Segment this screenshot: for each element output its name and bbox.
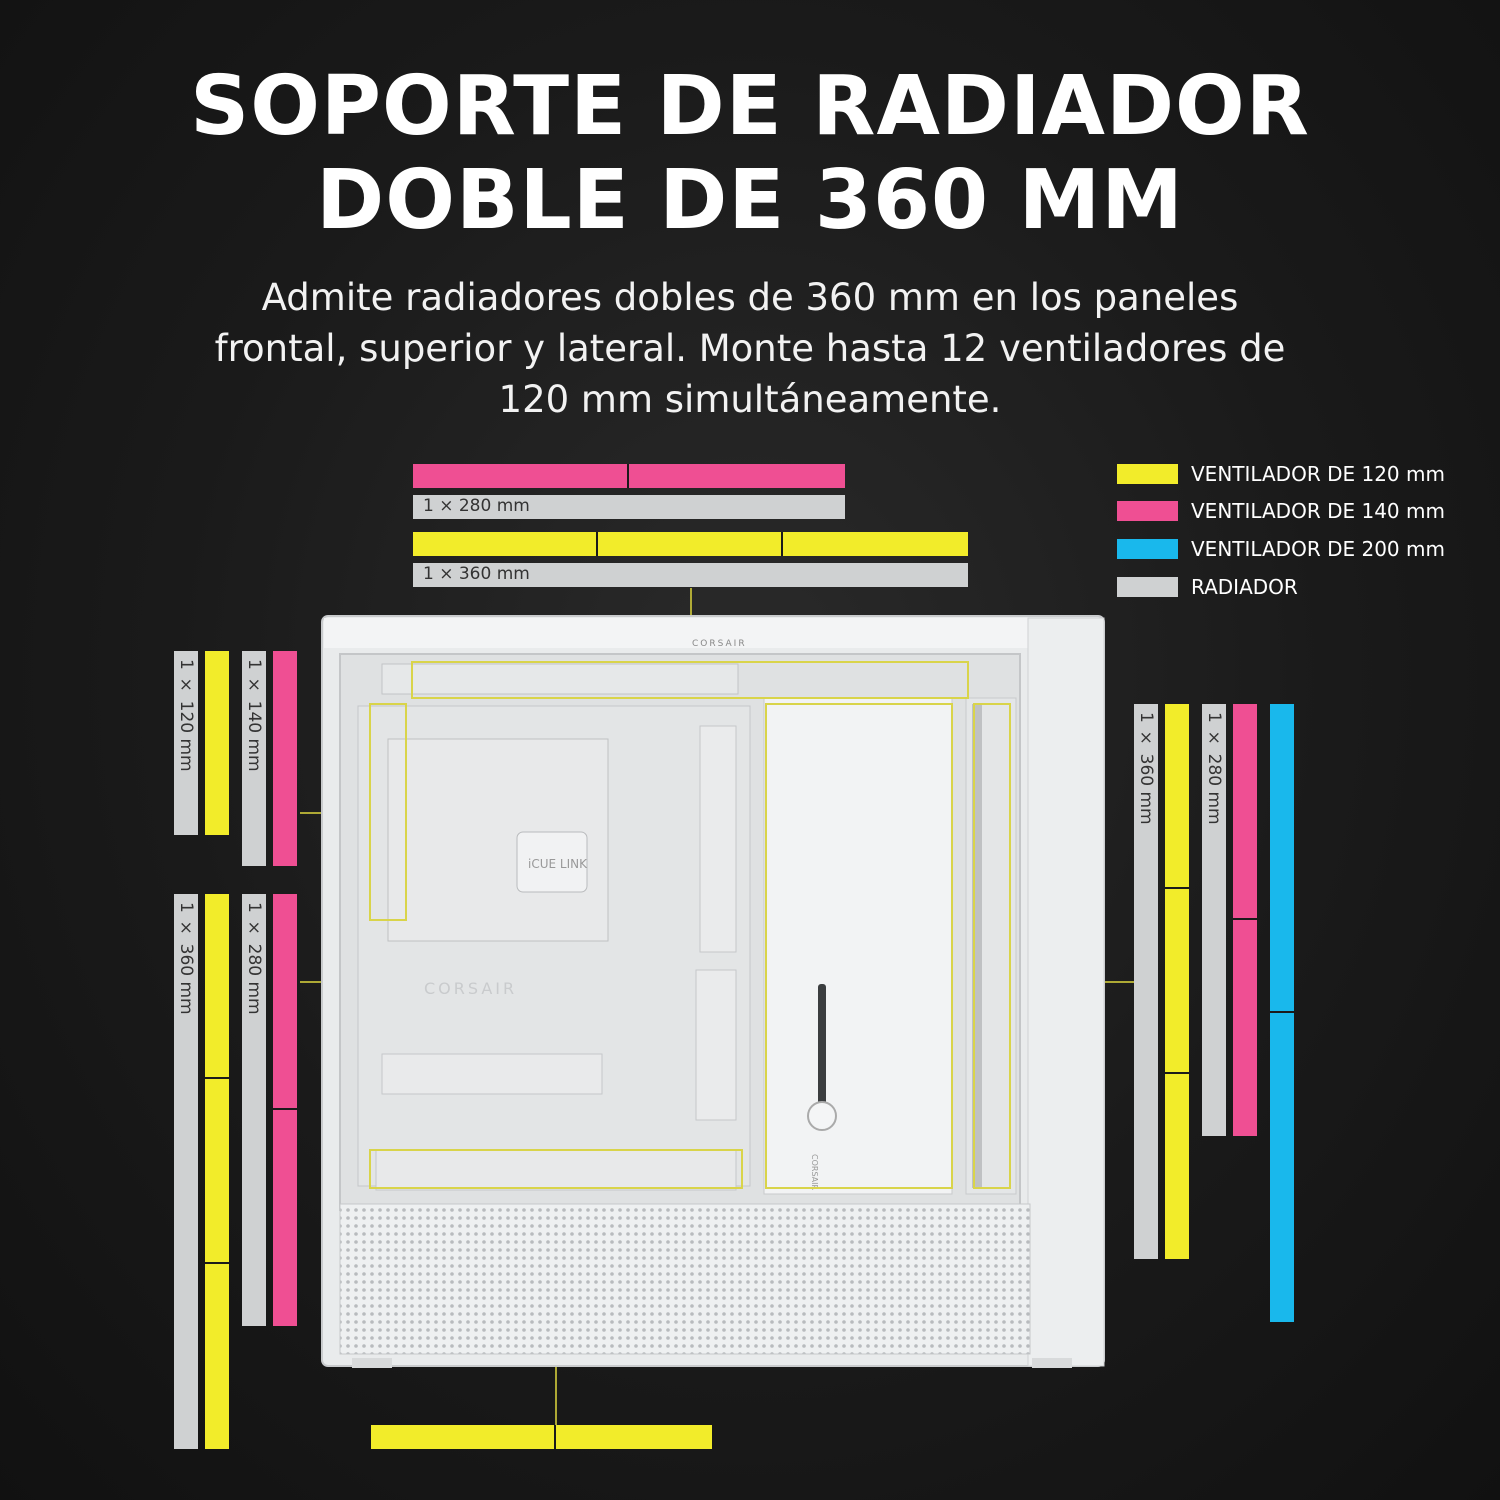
radiator-side-120 xyxy=(174,651,198,835)
pc-case-illustration xyxy=(312,614,1112,1374)
front-panel xyxy=(1028,618,1104,1366)
legend-swatch-fan-200 xyxy=(1117,539,1178,559)
radiator-front-360 xyxy=(1134,704,1158,1259)
legend-label-fan-140: VENTILADOR DE 140 mm xyxy=(1191,499,1445,523)
bottom-mount-tray xyxy=(376,1150,736,1190)
top-brand: CORSAIR xyxy=(692,639,747,649)
legend-label-radiator: RADIADOR xyxy=(1191,575,1298,599)
fan-200-segment xyxy=(1270,1013,1294,1322)
legend-label-fan-120: VENTILADOR DE 120 mm xyxy=(1191,462,1445,486)
tray-brand: CORSAIR xyxy=(424,979,518,998)
legend-label-fan-200: VENTILADOR DE 200 mm xyxy=(1191,537,1445,561)
subtitle-line-3: 120 mm simultáneamente. xyxy=(498,378,1002,421)
psu-shroud xyxy=(340,1204,1030,1354)
fan-140-segment xyxy=(273,1110,297,1326)
subtitle xyxy=(150,272,1350,425)
radiator-label: 1 × 280 mm xyxy=(244,902,264,1015)
radiator-label: 1 × 360 mm xyxy=(423,564,530,584)
radiator-label: 1 × 140 mm xyxy=(244,659,264,772)
drive-cage xyxy=(696,970,736,1120)
fan-140-segment xyxy=(629,464,845,488)
fan-120-segment xyxy=(783,532,968,556)
title-line-1: SOPORTE DE RADIADOR xyxy=(190,59,1310,154)
fan-140-segment xyxy=(273,894,297,1110)
cable-grommets xyxy=(700,726,736,952)
module-label: iCUE LINK xyxy=(528,857,587,871)
foot-left xyxy=(352,1358,392,1368)
radiator-label: 1 × 120 mm xyxy=(176,659,196,772)
radiator-side-140 xyxy=(242,651,266,866)
radiator-side-280 xyxy=(242,894,266,1326)
radiator-label: 1 × 360 mm xyxy=(176,902,196,1015)
radiator-label: 1 × 280 mm xyxy=(1204,712,1224,825)
fan-140-segment xyxy=(1233,704,1257,920)
screw-knob xyxy=(808,1102,836,1130)
fan-120-segment xyxy=(413,532,598,556)
fan-140-segment xyxy=(1233,920,1257,1136)
legend-swatch-radiator xyxy=(1117,577,1178,597)
page-title xyxy=(0,60,1500,248)
top-mount-rail xyxy=(382,664,738,694)
subtitle-line-2: frontal, superior y lateral. Monte hasta 12 ventiladores de xyxy=(214,327,1286,370)
fan-120-segment xyxy=(1165,704,1189,889)
radiator-top-360 xyxy=(413,563,968,587)
foot-right xyxy=(1032,1358,1072,1368)
fan-140-segment xyxy=(273,651,297,866)
vertical-slot xyxy=(818,984,826,1104)
fan-120-segment xyxy=(205,651,229,835)
fan-120-segment xyxy=(1165,889,1189,1074)
radiator-top-280 xyxy=(413,495,845,519)
fan-120-segment xyxy=(371,1425,556,1449)
subtitle-line-1: Admite radiadores dobles de 360 mm en los paneles xyxy=(261,276,1239,319)
fan-120-segment xyxy=(205,1264,229,1449)
expansion-area xyxy=(382,1054,602,1094)
fan-120-segment xyxy=(556,1425,712,1449)
legend-swatch-fan-140 xyxy=(1117,501,1178,521)
radiator-front-280 xyxy=(1202,704,1226,1136)
radiator-label: 1 × 280 mm xyxy=(423,496,530,516)
fan-200-segment xyxy=(1270,704,1294,1013)
fan-140-segment xyxy=(413,464,629,488)
psu-brand: CORSAIR xyxy=(810,1154,819,1191)
radiator-label: 1 × 360 mm xyxy=(1136,712,1156,825)
fan-120-segment xyxy=(205,1079,229,1264)
fan-120-segment xyxy=(1165,1074,1189,1259)
legend-swatch-fan-120 xyxy=(1117,464,1178,484)
title-line-2: DOBLE DE 360 MM xyxy=(316,153,1184,248)
radiator-side-360 xyxy=(174,894,198,1449)
fan-120-segment xyxy=(598,532,783,556)
fan-120-segment xyxy=(205,894,229,1079)
side-fan-mount xyxy=(764,698,952,1194)
